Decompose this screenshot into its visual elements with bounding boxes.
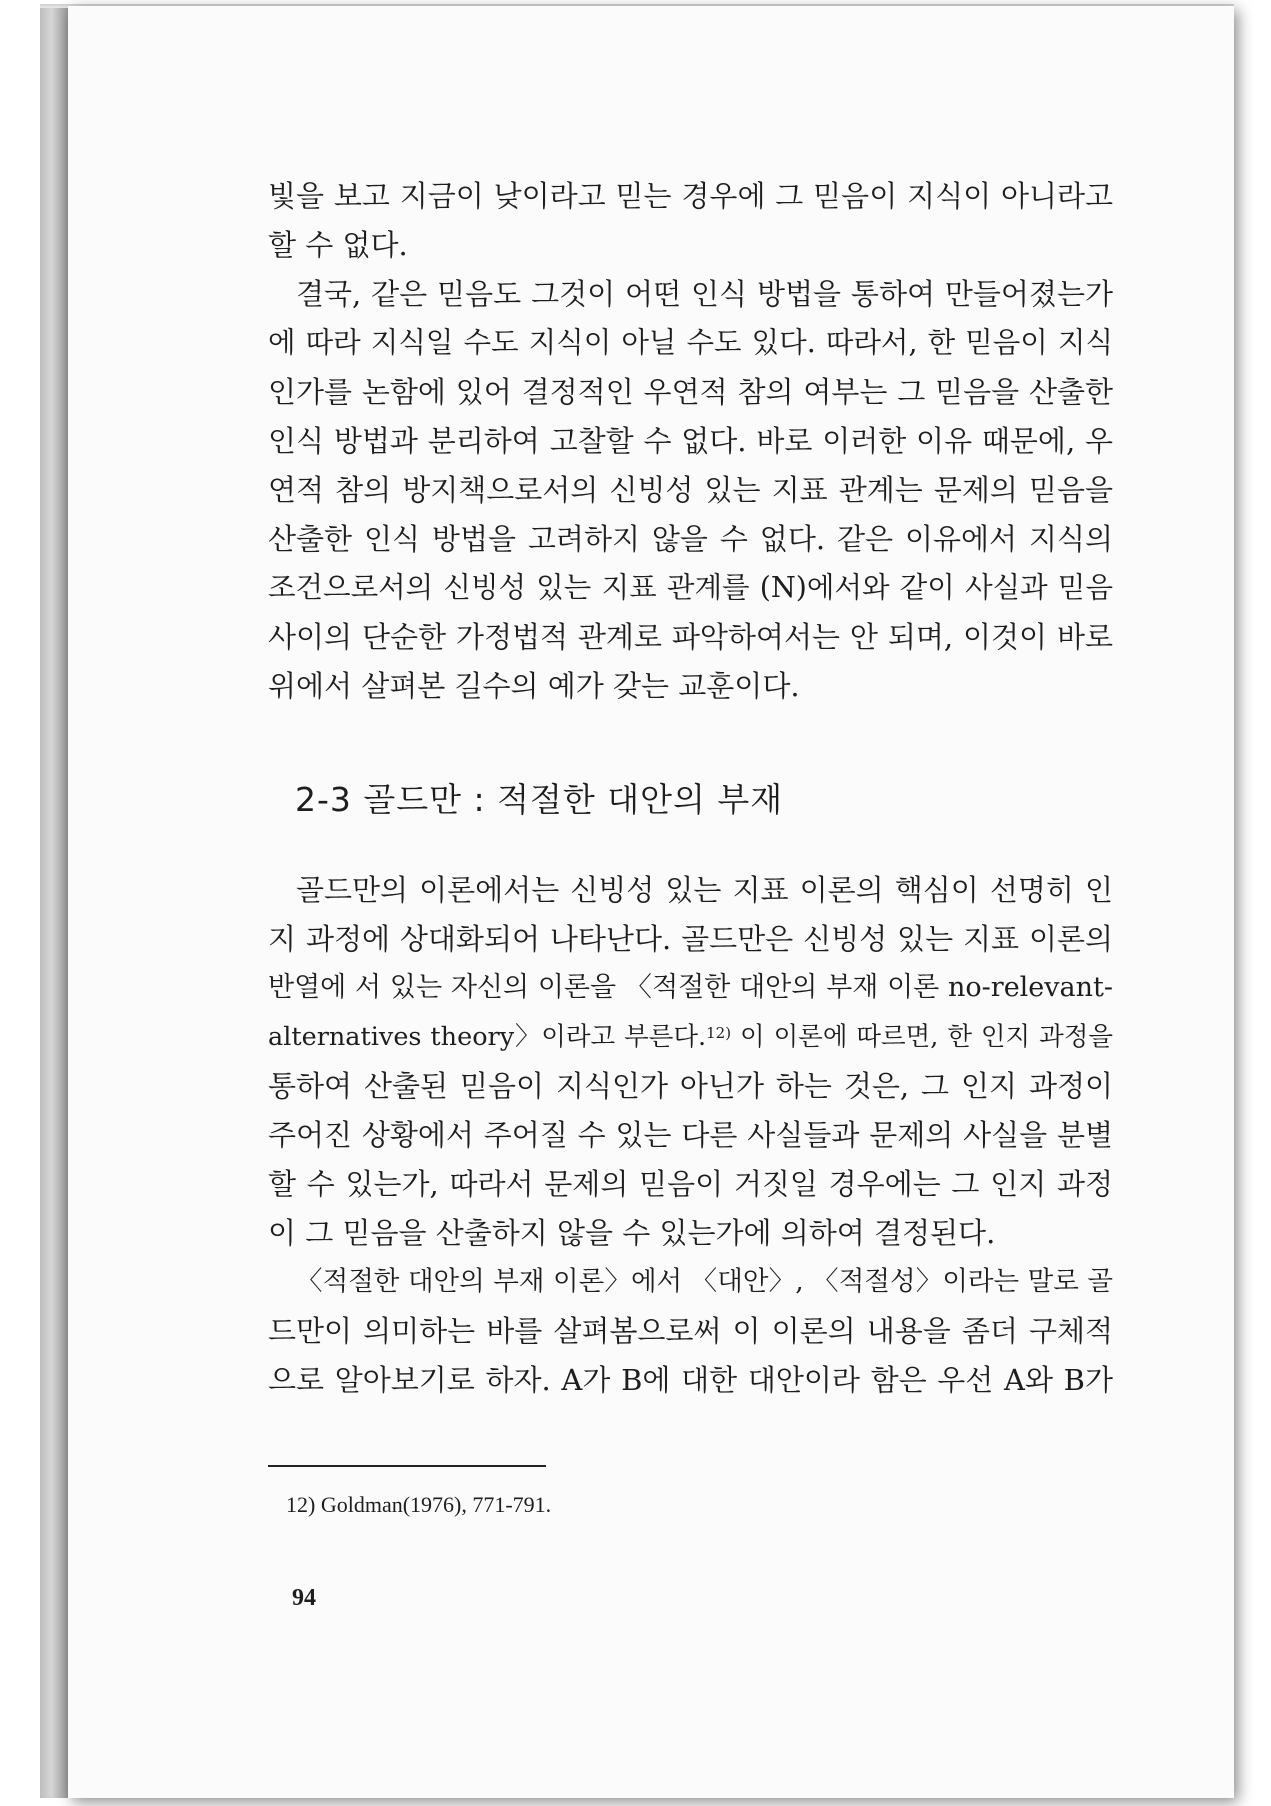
text-line: 위에서 살펴본 길수의 예가 갖는 교훈이다. [268,669,800,703]
text-line: 사이의 단순한 가정법적 관계로 파악하여서는 안 되며, 이것이 바로 [268,620,1113,654]
page-stack-edge [40,8,68,1798]
text-line: 인가를 논함에 있어 결정적인 우연적 참의 여부는 그 믿음을 산출한 [268,375,1113,409]
text-line: 골드만의 이론에서는 신빙성 있는 지표 이론의 핵심이 선명히 인 [296,873,1113,907]
footnote: 12) Goldman(1976), 771-791. [286,1492,552,1517]
footnote-rule [268,1465,546,1467]
text-line: 으로 알아보기로 하자. A가 B에 대한 대안이라 함은 우선 A와 B가 [268,1363,1113,1397]
text-line: 빛을 보고 지금이 낮이라고 믿는 경우에 그 믿음이 지식이 아니라고 [268,179,1113,213]
text-segment: 이 이론에 따르면, 한 인지 과정을 [731,1022,1113,1052]
text-line: 할 수 없다. [268,228,408,262]
text-line: 〈적절한 대안의 부재 이론〉에서 〈대안〉, 〈적절성〉이라는 말로 골 [296,1266,1113,1297]
text-line: 연적 참의 방지책으로서의 신빙성 있는 지표 관계는 문제의 믿음을 [268,473,1113,507]
footnote-marker: 12) [706,1024,732,1042]
text-line: 통하여 산출된 믿음이 지식인가 아닌가 하는 것은, 그 인지 과정이 [268,1069,1113,1103]
text-line: 할 수 있는가, 따라서 문제의 믿음이 거짓일 경우에는 그 인지 과정 [268,1167,1113,1201]
page-number: 94 [292,1585,316,1611]
text-line: 산출한 인식 방법을 고려하지 않을 수 없다. 같은 이유에서 지식의 [268,522,1113,556]
text-line: 에 따라 지식일 수도 지식이 아닐 수도 있다. 따라서, 한 믿음이 지식 [268,326,1113,359]
text-segment: alternatives theory〉이라고 부른다. [268,1022,707,1052]
text-line: 이 그 믿음을 산출하지 않을 수 있는가에 의하여 결정된다. [268,1216,996,1250]
text-line: 반열에 서 있는 자신의 이론을 〈적절한 대안의 부재 이론 no-relevant- [268,972,1113,1003]
section-heading: 2-3 골드만 : 적절한 대안의 부재 [295,780,784,819]
text-line: 결국, 같은 믿음도 그것이 어떤 인식 방법을 통하여 만들어졌는가 [296,277,1113,311]
text-line-with-footnote [268,1017,1113,1057]
text-line: 조건으로서의 신빙성 있는 지표 관계를 (N)에서와 같이 사실과 믿음 [268,571,1113,604]
text-line: 지 과정에 상대화되어 나타난다. 골드만은 신빙성 있는 지표 이론의 [268,922,1113,956]
text-line: 인식 방법과 분리하여 고찰할 수 없다. 바로 이러한 이유 때문에, 우 [268,424,1113,458]
text-line: 드만이 의미하는 바를 살펴봄으로써 이 이론의 내용을 좀더 구체적 [268,1314,1113,1348]
text-line: 주어진 상황에서 주어질 수 있는 다른 사실들과 문제의 사실을 분별 [268,1118,1113,1152]
